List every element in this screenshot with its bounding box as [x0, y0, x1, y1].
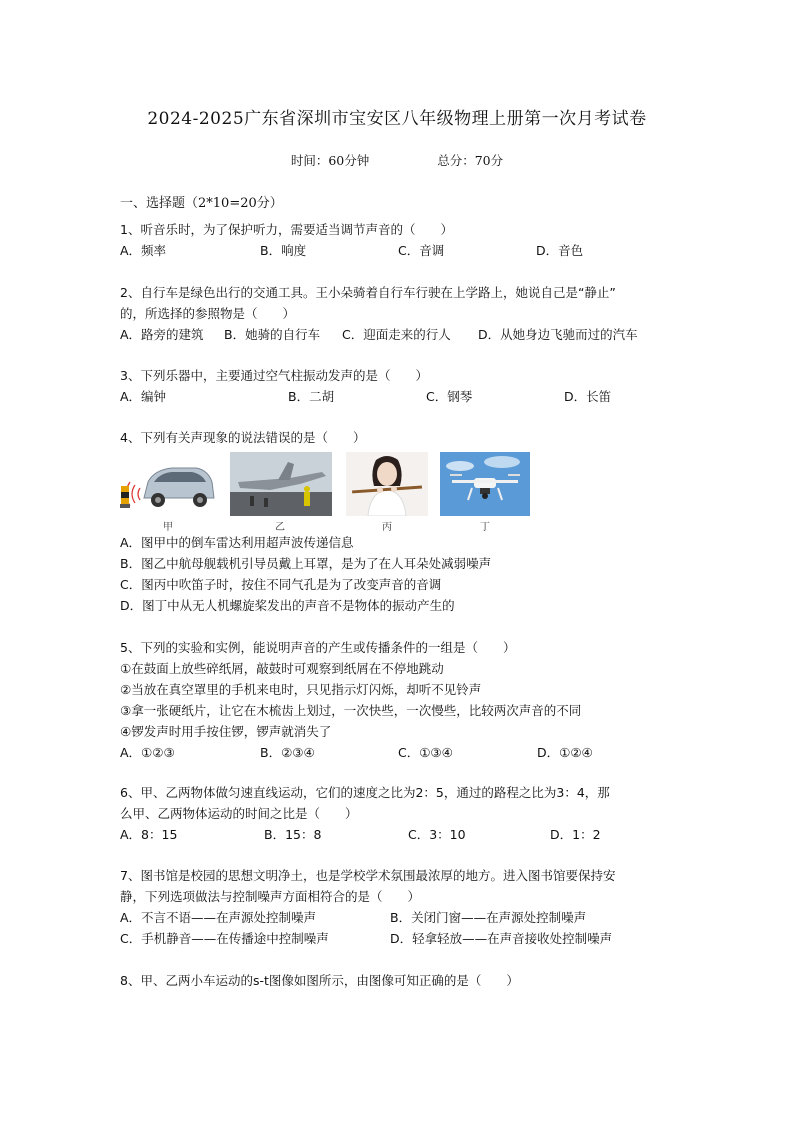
exam-time: 时间：60分钟	[290, 153, 370, 168]
caption-bing: 丙	[382, 522, 392, 533]
statement-2: ②当放在真空罩里的手机来电时，只见指示灯闪烁，却听不见铃声	[120, 682, 482, 697]
flute-player-image	[346, 452, 428, 516]
option-d: D．1：2	[550, 827, 601, 842]
option-d: D．从她身边飞驰而过的汽车	[478, 327, 638, 342]
caption-jia: 甲	[163, 522, 173, 533]
option-a: A．8：15	[120, 827, 178, 842]
option-b: B．关闭门窗——在声源处控制噪声	[390, 910, 587, 925]
question-stem-cont: 么甲、乙两物体运动的时间之比是（ ）	[120, 806, 358, 821]
option-b: B．二胡	[288, 389, 335, 404]
option-c: C．钢琴	[426, 389, 473, 404]
option-a: A．不言不语——在声源处控制噪声	[120, 910, 317, 925]
option-b: B．②③④	[260, 745, 315, 760]
carrier-jet-image	[230, 452, 332, 516]
question-4	[120, 427, 690, 448]
car-radar-image	[120, 452, 216, 516]
question-4-options	[120, 532, 690, 616]
options-row	[120, 324, 690, 345]
question-stem: 6、甲、乙两物体做匀速直线运动，它们的速度之比为2：5，通过的路程之比为3：4，那	[120, 785, 610, 800]
option-c: C．音调	[398, 243, 445, 258]
option-a: A．路旁的建筑	[120, 327, 204, 342]
exam-score: 总分：70分	[437, 153, 504, 168]
option-b: B．她骑的自行车	[224, 327, 321, 342]
option-b: B．图乙中航母舰载机引导员戴上耳罩，是为了在人耳朵处减弱噪声	[120, 556, 492, 571]
question-7	[120, 865, 690, 949]
question-stem-cont: 静，下列选项做法与控制噪声方面相符合的是（ ）	[120, 889, 421, 904]
question-stem: 3、下列乐器中，主要通过空气柱振动发声的是（ ）	[120, 368, 428, 383]
question-stem: 2、自行车是绿色出行的交通工具。王小朵骑着自行车行驶在上学路上，她说自己是“静止”	[120, 285, 616, 300]
question-4-figures	[120, 452, 540, 532]
option-c: C．图丙中吹笛子时，按住不同气孔是为了改变声音的音调	[120, 577, 442, 592]
options-row	[120, 742, 690, 763]
caption-ding: 丁	[480, 522, 490, 533]
option-a: A．频率	[120, 243, 167, 258]
option-d: D．图丁中从无人机螺旋桨发出的声音不是物体的振动产生的	[120, 598, 455, 613]
exam-title: 2024-2025广东省深圳市宝安区八年级物理上册第一次月考试卷	[147, 109, 647, 129]
option-c: C．①③④	[398, 745, 453, 760]
option-c: C．迎面走来的行人	[342, 327, 451, 342]
option-b: B．响度	[260, 243, 307, 258]
option-c: C．手机静音——在传播途中控制噪声	[120, 931, 329, 946]
question-stem: 1、听音乐时，为了保护听力，需要适当调节声音的（ ）	[120, 222, 453, 237]
option-d: D．轻拿轻放——在声音接收处控制噪声	[390, 931, 613, 946]
question-2	[120, 282, 690, 345]
question-stem: 5、下列的实验和实例，能说明声音的产生或传播条件的一组是（ ）	[120, 640, 516, 655]
options-row	[120, 824, 690, 845]
question-8	[120, 970, 690, 991]
question-3	[120, 365, 690, 407]
question-stem: 8、甲、乙两小车运动的s-t图像如图所示，由图像可知正确的是（ ）	[120, 973, 519, 988]
question-stem: 7、图书馆是校园的思想文明净土，也是学校学术氛围最浓厚的地方。进入图书馆要保持安	[120, 868, 616, 883]
option-a: A．①②③	[120, 745, 175, 760]
options-row	[120, 928, 690, 949]
option-d: D．长笛	[564, 389, 612, 404]
option-c: C．3：10	[408, 827, 466, 842]
exam-meta	[0, 151, 794, 169]
options-row	[120, 907, 690, 928]
question-1	[120, 219, 690, 261]
question-6	[120, 782, 690, 845]
drone-image	[440, 452, 530, 516]
question-5	[120, 637, 690, 763]
option-d: D．①②④	[537, 745, 593, 760]
option-a: A．图甲中的倒车雷达利用超声波传递信息	[120, 535, 354, 550]
option-d: D．音色	[536, 243, 584, 258]
caption-yi: 乙	[275, 522, 285, 533]
options-row	[120, 386, 690, 407]
option-b: B．15：8	[264, 827, 322, 842]
statement-1: ①在鼓面上放些碎纸屑，敲鼓时可观察到纸屑在不停地跳动	[120, 661, 444, 676]
section-heading: 一、选择题（2*10=20分）	[120, 196, 283, 211]
statement-3: ③拿一张硬纸片，让它在木梳齿上划过，一次快些，一次慢些，比较两次声音的不同	[120, 703, 582, 718]
options-row	[120, 240, 690, 261]
option-a: A．编钟	[120, 389, 167, 404]
question-stem-cont: 的，所选择的参照物是（ ）	[120, 306, 296, 321]
question-stem: 4、下列有关声现象的说法错误的是（ ）	[120, 430, 366, 445]
statement-4: ④锣发声时用手按住锣，锣声就消失了	[120, 724, 332, 739]
